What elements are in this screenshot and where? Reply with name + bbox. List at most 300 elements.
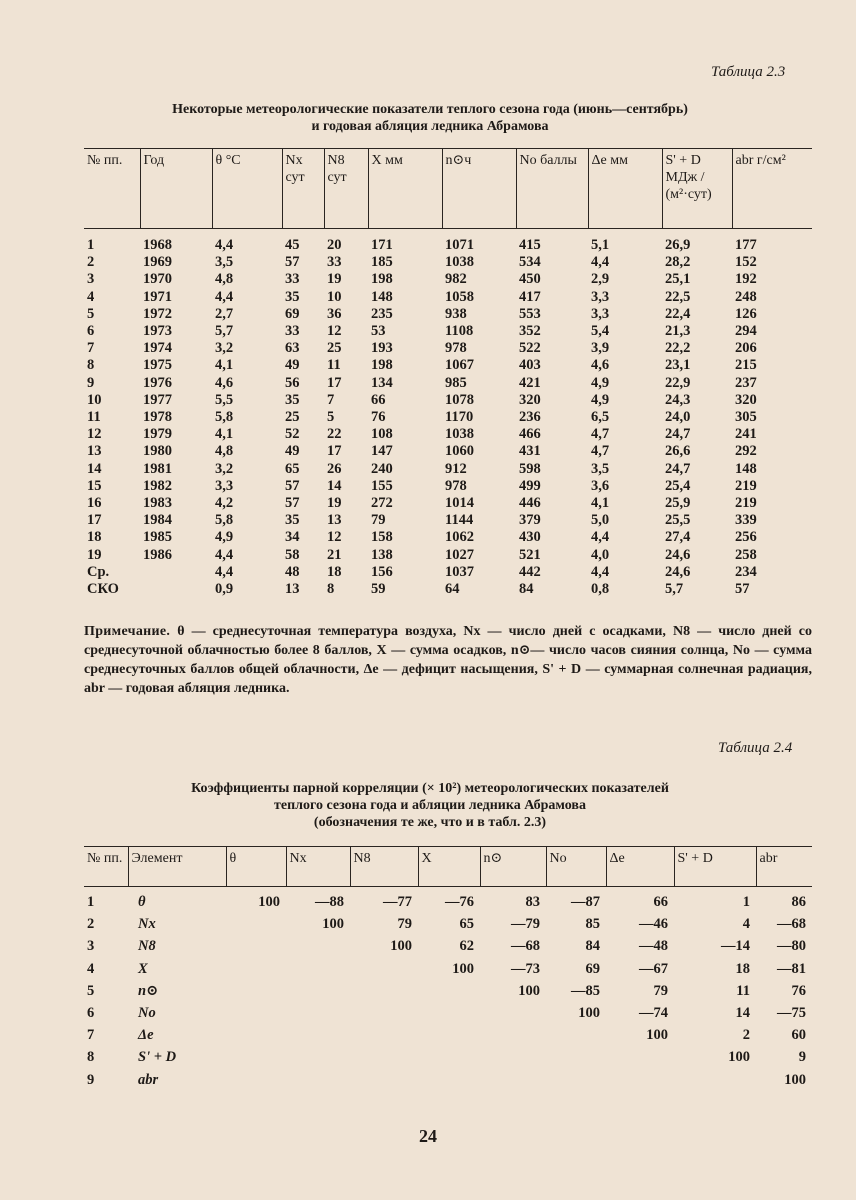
table-cell [418,1024,480,1046]
table-cell: 1 [742,894,750,910]
table-cell: 258 [735,546,757,563]
table-cell: 3,2 [215,340,234,357]
table-cell [226,1069,286,1091]
table-cell [350,958,418,980]
table-cell: 5,5 [215,391,234,408]
table-cell: —81 [777,960,806,977]
table-cell: 2 [742,1027,750,1044]
table23-header-9: S' + D МДж / (м²·сут) [662,149,732,229]
table-cell: 64 [445,581,460,598]
table-cell: 1014 [445,495,474,512]
table-cell: 11 [327,357,341,374]
table-cell: 33 [285,271,300,288]
table-row [84,357,812,374]
table-row [84,478,812,495]
table-cell: 3 [87,938,95,955]
table-cell: 1972 [143,305,172,322]
table-cell: 76 [371,409,386,426]
table-cell [546,1069,606,1091]
table24-header-8: Δe [606,847,674,887]
table24-header-0: № пп. [84,847,128,887]
table-cell: 100 [646,1027,668,1044]
table-cell: 7 [87,340,95,357]
table-cell: 430 [519,529,541,546]
table-cell: 320 [735,391,757,408]
table-cell: 4 [742,916,750,933]
table-cell [418,1002,480,1024]
table-cell: 69 [285,305,300,322]
table23-header-7: No баллы [516,149,588,229]
table-cell: 598 [519,460,541,477]
table-row [84,289,812,306]
table-cell: 21,3 [665,323,691,340]
table-row [84,980,812,1002]
table-cell: 9 [87,1071,95,1088]
table-cell: 1078 [445,391,474,408]
table-cell [350,1069,418,1091]
table-cell [226,1024,286,1046]
table-cell: 466 [519,426,541,443]
table-cell: 1975 [143,357,172,374]
table-cell: 147 [371,443,393,460]
table-cell: 339 [735,512,757,529]
table-cell: 1984 [143,512,172,529]
table-cell: 11 [87,409,101,426]
table-cell: 1 [87,894,95,910]
table-cell: 33 [327,254,342,271]
table-cell: 22,4 [665,305,691,322]
table-row [84,229,812,255]
table-cell: 5,8 [215,409,234,426]
table-cell: 57 [285,477,300,494]
table-cell: —75 [777,1005,806,1022]
table-cell: 13 [285,581,300,598]
table-cell [286,980,350,1002]
table-row [84,443,812,460]
table-cell: 4 [87,960,95,977]
table-cell: 1062 [445,529,474,546]
table-cell: 5,7 [665,581,684,598]
table-cell: abr [138,1071,159,1088]
table-cell: 534 [519,254,541,271]
table-cell: 85 [585,916,600,933]
table-cell: 241 [735,426,757,443]
table-cell: —76 [445,894,474,910]
table-row [84,564,812,581]
table-cell: 417 [519,288,541,305]
table-cell: 198 [371,357,393,374]
table-cell [418,1069,480,1091]
table-cell: 379 [519,512,541,529]
table-cell: 34 [285,529,300,546]
table-cell: 18 [327,563,342,580]
table-cell: 25,1 [665,271,691,288]
table-cell: 521 [519,546,541,563]
table-cell: 4,4 [215,288,234,305]
table-cell [226,913,286,935]
table-2-4-title-line-3: (обозначения те же, что и в табл. 2.3) [313,815,547,830]
table24-header-10: abr [756,847,812,887]
table-cell: 2,9 [591,271,610,288]
table-cell: 48 [285,563,300,580]
table24-header-6: n⊙ [480,847,546,887]
table23-header-10: abr г/см² [732,149,812,229]
table-row [84,581,812,598]
table-cell: 3,2 [215,460,234,477]
table-cell [286,1024,350,1046]
table-cell: 25,5 [665,512,691,529]
table-cell: 66 [653,894,668,910]
table-cell: 1978 [143,409,172,426]
table-cell: X [138,960,148,977]
table-cell: —67 [639,960,668,977]
table-cell: —87 [571,894,600,910]
table-cell: 52 [285,426,300,443]
table-cell: 1144 [445,512,474,529]
table-cell: 1058 [445,288,474,305]
table-cell: 1108 [445,323,474,340]
table-2-4-title-line-1: Коэффициенты парной корреляции (× 10²) метеорологических показателей [191,781,669,796]
table-cell: 17 [327,374,342,391]
table-cell: 56 [285,374,300,391]
table-cell: 177 [735,237,757,253]
table-cell: 79 [653,982,668,999]
table-2-3-note [84,622,812,698]
table-cell: 522 [519,340,541,357]
table-cell: СКО [87,581,119,598]
table24-header-4: N8 [350,847,418,887]
table-cell: 1986 [143,546,172,563]
table-cell: 4,1 [215,357,234,374]
table-cell: 28,2 [665,254,691,271]
table24-header-1: Элемент [128,847,226,887]
table-cell: 65 [459,916,474,933]
table-cell: 5,7 [215,323,234,340]
table-cell: 35 [285,391,300,408]
table-2-3-header-row [84,149,812,229]
table-cell: —48 [639,938,668,955]
table-cell [140,581,212,598]
table-2-4-title-line-2: теплого сезона года и абляции ледника Абрамова [274,798,586,813]
table-cell: Δe [138,1027,154,1044]
table-cell: 1037 [445,563,474,580]
table-cell: 148 [371,288,393,305]
table-cell: 4,0 [591,546,610,563]
table-cell: 1974 [143,340,172,357]
table-cell: 57 [285,495,300,512]
table-cell: 155 [371,477,393,494]
table-cell: —14 [721,938,750,955]
table-cell: 1985 [143,529,172,546]
table-cell: n⊙ [138,982,159,999]
table-cell: 15 [87,477,102,494]
table-cell: 24,6 [665,563,691,580]
table-row [84,529,812,546]
table-cell: —68 [777,916,806,933]
table-2-3-body [84,229,812,599]
table-row [84,426,812,443]
table-cell: 2 [87,254,95,271]
table-cell: —88 [315,894,344,910]
table-cell: 1970 [143,271,172,288]
table-cell: 421 [519,374,541,391]
table-cell: 19 [327,271,342,288]
table-cell: 19 [87,546,102,563]
table-cell: 148 [735,460,757,477]
table-cell: 938 [445,305,467,322]
table-row [84,887,812,914]
table-cell: 1982 [143,477,172,494]
table-cell: 21 [327,546,342,563]
table-cell: S' + D [138,1049,177,1066]
table-cell: 45 [285,237,300,253]
table-cell: 499 [519,477,541,494]
table-cell: 12 [327,323,342,340]
table-cell: 100 [578,1005,600,1022]
table-cell: 24,6 [665,546,691,563]
table-cell: 6 [87,1005,95,1022]
table-cell: 320 [519,391,541,408]
table-cell [140,564,212,581]
table-cell: 3,3 [591,305,610,322]
table-cell: 219 [735,495,757,512]
table-cell: 431 [519,443,541,460]
table24-header-5: X [418,847,480,887]
table-cell: 86 [791,894,806,910]
table-cell: Nx [138,916,156,933]
table-cell [226,1002,286,1024]
table-cell: 22,5 [665,288,691,305]
table-row [84,547,812,564]
table-cell: 26 [327,460,342,477]
table23-header-1: Год [140,149,212,229]
table-cell: 152 [735,254,757,271]
table-cell [286,958,350,980]
table-cell [546,1024,606,1046]
table-cell: 4,7 [591,426,610,443]
table-cell [350,1024,418,1046]
table-cell: 14 [735,1005,750,1022]
table-cell: 19 [327,495,342,512]
table-cell: Ср. [87,563,110,580]
table-cell: 446 [519,495,541,512]
table-cell: —77 [383,894,412,910]
table-2-3-title-line-2: и годовая абляция ледника Абрамова [311,119,549,134]
table-cell: 0,9 [215,581,234,598]
table-cell [480,1069,546,1091]
table-cell: —74 [639,1005,668,1022]
table-cell: 7 [327,391,335,408]
table-cell: 2 [87,916,95,933]
table-cell: 25 [327,340,342,357]
table-cell: 5 [87,982,95,999]
table-cell: 134 [371,374,393,391]
table-2-4 [84,846,812,1091]
table-cell: 22 [327,426,342,443]
table-cell: 553 [519,305,541,322]
table-cell: 192 [735,271,757,288]
table-cell [286,1002,350,1024]
table23-header-2: θ °С [212,149,282,229]
table-cell: 57 [285,254,300,271]
table-cell: No [138,1005,156,1022]
table-2-4-title [80,780,780,831]
table-cell: 4,4 [591,529,610,546]
table23-header-8: Δe мм [588,149,662,229]
table-cell: 35 [285,512,300,529]
table-cell: 352 [519,323,541,340]
table-cell: 5,4 [591,323,610,340]
table-2-3 [84,148,812,598]
table-cell: 219 [735,477,757,494]
page-number: 24 [419,1126,437,1146]
table-cell: 22,2 [665,340,691,357]
table-cell: 12 [327,529,342,546]
table-row [84,1046,812,1068]
table-cell: 1969 [143,254,172,271]
table-cell: 22,9 [665,374,691,391]
table-cell: 3,5 [591,460,610,477]
table-cell: 9 [87,374,95,391]
table-cell: 14 [87,460,102,477]
table-cell: 4,4 [591,563,610,580]
table-cell [286,1069,350,1091]
table-cell: 79 [371,512,386,529]
table-cell: 49 [285,443,300,460]
table-row [84,913,812,935]
table-cell: 84 [585,938,600,955]
table-cell: 1 [87,237,95,253]
table-cell: 53 [371,323,386,340]
table-cell: 1071 [445,237,474,253]
table-cell: 26,6 [665,443,691,460]
table-row [84,271,812,288]
table-row [84,958,812,980]
table-cell: 100 [258,894,280,910]
table-row [84,340,812,357]
table-cell: 138 [371,546,393,563]
table-row [84,1002,812,1024]
table-cell: 156 [371,563,393,580]
table-cell: 83 [525,894,540,910]
table-cell: 272 [371,495,393,512]
table-cell: 4,1 [591,495,610,512]
table-cell: 978 [445,340,467,357]
table-cell: 6,5 [591,409,610,426]
table-cell: —46 [639,916,668,933]
table-cell: 24,3 [665,391,691,408]
table-cell: 1067 [445,357,474,374]
table23-header-5: X мм [368,149,442,229]
table-cell [674,1069,756,1091]
table-cell: 10 [87,391,102,408]
table-cell [226,980,286,1002]
table-cell: 9 [798,1049,806,1066]
table-cell: 5 [327,409,335,426]
table-cell: 62 [459,938,474,955]
table-cell: 8 [327,581,335,598]
table-cell: 3,3 [215,477,234,494]
table-cell [418,1046,480,1068]
table-cell: 215 [735,357,757,374]
table-cell: 1981 [143,460,172,477]
table-cell: 1979 [143,426,172,443]
table-cell: 5,8 [215,512,234,529]
table-cell: 1983 [143,495,172,512]
table-cell: 171 [371,237,393,253]
table24-header-3: Nx [286,847,350,887]
table-cell: 158 [371,529,393,546]
table-cell: 3,6 [591,477,610,494]
table-cell: 4,6 [215,374,234,391]
table-cell: 248 [735,288,757,305]
table-cell: 8 [87,357,95,374]
table-row [84,461,812,478]
table23-header-3: Nx сут [282,149,324,229]
note-lead: Примечание. [84,624,171,639]
table-cell: 1976 [143,374,172,391]
table-cell: —85 [571,982,600,999]
table-cell: 185 [371,254,393,271]
table-cell: 237 [735,374,757,391]
table-cell: θ [138,894,146,910]
table-cell: 33 [285,323,300,340]
table-cell: N8 [138,938,156,955]
table-cell: 69 [585,960,600,977]
table-cell: 4,4 [591,254,610,271]
table-cell: 1977 [143,391,172,408]
table-cell: 100 [784,1071,806,1088]
table-cell: 17 [87,512,102,529]
table-cell: 84 [519,581,534,598]
table-cell: 108 [371,426,393,443]
table-cell: 978 [445,477,467,494]
table-cell [480,1046,546,1068]
table-cell: 294 [735,323,757,340]
table-cell: 3,3 [591,288,610,305]
table-cell: 79 [397,916,412,933]
table-cell: 4,9 [591,391,610,408]
table-cell: 57 [735,581,750,598]
table-row [84,254,812,271]
table-cell: 100 [452,960,474,977]
table-cell: 235 [371,305,393,322]
table-cell: 450 [519,271,541,288]
table-cell [546,1046,606,1068]
table-row [84,392,812,409]
table23-header-0: № пп. [84,149,140,229]
table-cell: 4,6 [591,357,610,374]
table-cell: 27,4 [665,529,691,546]
table-cell: 6 [87,323,95,340]
table-cell: 4,9 [591,374,610,391]
table-cell: 49 [285,357,300,374]
table-cell: 3 [87,271,95,288]
table-cell [226,935,286,957]
table-cell [350,1046,418,1068]
table-cell [418,980,480,1002]
table-cell: 13 [87,443,102,460]
table-cell: 1980 [143,443,172,460]
table-cell: 256 [735,529,757,546]
table-cell: 912 [445,460,467,477]
table-row [84,409,812,426]
table-cell: 14 [327,477,342,494]
table-cell: 100 [322,916,344,933]
table-cell: 26,9 [665,237,691,253]
table-2-3-label: Таблица 2.3 [711,64,786,80]
table-cell [350,980,418,1002]
